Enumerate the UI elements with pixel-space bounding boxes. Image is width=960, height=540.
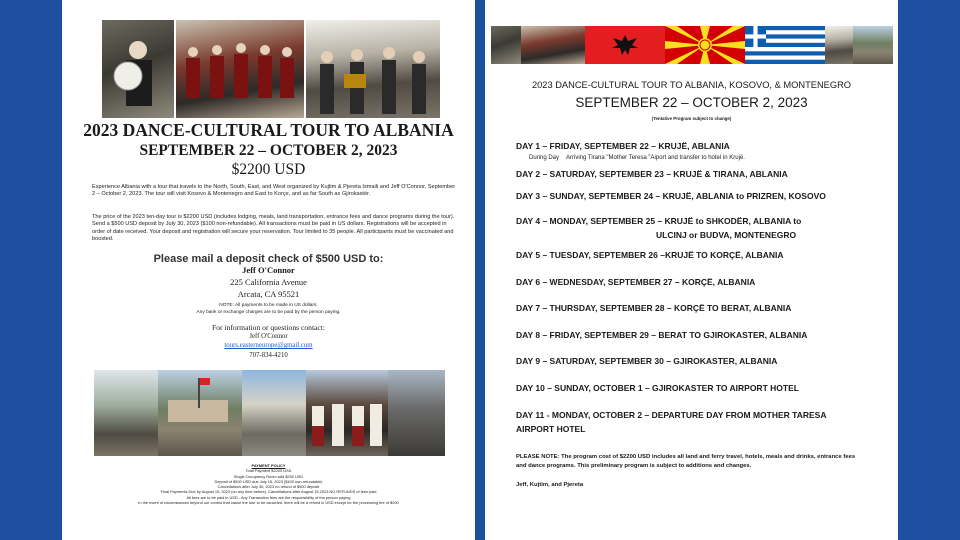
left-flyer bbox=[62, 0, 475, 540]
eagle-icon bbox=[611, 33, 639, 57]
policy-line: Final Payments Due by August 15, 2023 (on any time before). Cancellations after August 15,2023 NO REFUNDS of fees paid bbox=[160, 489, 377, 495]
payment-note-1: NOTE: All payments to be made in US dollars. bbox=[219, 303, 318, 308]
tour-price: $2200 USD bbox=[231, 161, 306, 178]
right-flyer bbox=[485, 0, 898, 540]
photo-folk-band bbox=[306, 20, 440, 118]
policy-line: Cancellations after July 30, 2023 no refund of $500 deposit bbox=[217, 484, 320, 490]
mail-city: Arcata, CA 95521 bbox=[237, 289, 300, 299]
day-item: DAY 1 – FRIDAY, SEPTEMBER 22 – KRUJË, ABLANIA bbox=[516, 141, 730, 151]
day-item: DAY 8 – FRIDAY, SEPTEMBER 29 – BERAT TO GJIROKASTER, ALBANIA bbox=[516, 330, 808, 340]
mail-name: Jeff O'Connor bbox=[242, 265, 295, 275]
day-item: DAY 9 – SATURDAY, SEPTEMBER 30 – GJIROKASTER, ALBANIA bbox=[516, 356, 778, 366]
contact-email-link[interactable]: tours.easterneurope@gmail.com bbox=[224, 342, 313, 349]
mail-heading: Please mail a deposit check of $500 USD to: bbox=[153, 253, 384, 265]
photo-tourists bbox=[242, 370, 306, 456]
signature: Jeff, Kujtim, and Pjereta bbox=[516, 482, 584, 488]
day-item: DAY 11 - MONDAY, OCTOBER 2 – DEPARTURE DAY FROM MOTHER TARESA bbox=[516, 410, 827, 420]
policy-line: All fees are to be paid in USD - Any Transaction fees are the responsibility of the person paying bbox=[186, 494, 351, 500]
price-paragraph: The price of the 2023 ten-day tour is $2200 USD (includes lodging, meals, land transportation, entrance fees and dance programs during the tour). Send a $500 USD deposit by July 30, 2023 ($100 non-refundable). All transactions must be paid in US dollars. Registrations will be accepted in order of date received. Your deposit and registration will secure your reservation. Tour limited to 35 people. All participants must be vaccinated and boosted. bbox=[92, 214, 455, 243]
policy-line: Single Occupancy Room add $250 USD bbox=[233, 473, 304, 479]
photo-group-dancers bbox=[306, 370, 388, 456]
itinerary-dates: SEPTEMBER 22 – OCTOBER 2, 2023 bbox=[575, 95, 808, 110]
policy-line: Deposit of $500 USD due July 15, 2023 ($100 non-refundable) bbox=[214, 478, 323, 484]
photo-city-square bbox=[158, 370, 242, 456]
tour-title: 2023 DANCE-CULTURAL TOUR TO ALBANIA bbox=[83, 120, 454, 140]
contact-name: Jeff O'Connor bbox=[249, 333, 288, 340]
albania-flag bbox=[585, 26, 665, 64]
day-item: DAY 4 – MONDAY, SEPTEMBER 25 – KRUJË to SHKODËR, ALBANIA to bbox=[516, 216, 802, 226]
day-item: DAY 5 – TUESDAY, SEPTEMBER 26 –KRUJË TO KORÇË, ALBANIA bbox=[516, 250, 784, 260]
photo-town-view bbox=[94, 370, 158, 456]
day-item: DAY 10 – SUNDAY, OCTOBER 1 – GJIROKASTER TO AIRPORT HOTEL bbox=[516, 383, 799, 393]
photo-dancers bbox=[176, 20, 304, 118]
tour-dates: SEPTEMBER 22 – OCTOBER 2, 2023 bbox=[139, 142, 398, 159]
photo-strip-left-1 bbox=[491, 26, 521, 64]
photo-strip-left-2 bbox=[521, 26, 585, 64]
day-item: DAY 2 – SATURDAY, SEPTEMBER 23 – KRUJË & TIRANA, ABLANIA bbox=[516, 169, 788, 179]
day1-sub-text: Arriving Tirana "Mother Teresa "Aiport and transfer to hotel in Krujë. bbox=[566, 155, 745, 161]
contact-heading: For information or questions contact: bbox=[211, 323, 326, 332]
mail-street: 225 California Avenue bbox=[230, 277, 307, 287]
payment-policy-title: PAYMENT POLICY bbox=[251, 463, 286, 468]
photo-castle bbox=[388, 370, 445, 456]
day-item-continued: AIRPORT HOTEL bbox=[516, 424, 586, 434]
photo-musician bbox=[102, 20, 174, 118]
greece-flag bbox=[745, 26, 825, 64]
photo-strip-right-1 bbox=[825, 26, 853, 64]
policy-line: Total Payment $2200 USD bbox=[245, 468, 292, 474]
day1-sub-label: During Day bbox=[529, 155, 560, 161]
intro-paragraph: Experience Albania with a tour that travels to the North, South, East, and West organized by Kujtim & Pjereta Ismaili and Jeff O'Connor, September 2 – October 2, 2023. The tour will visit Kosovo & Montenegro and East to Korçe, and as far South as Gjirokastër. bbox=[92, 184, 456, 198]
payment-policy bbox=[62, 463, 475, 505]
itinerary-title: 2023 DANCE-CULTURAL TOUR TO ALBANIA, KOSOVO, & MONTENEGRO bbox=[531, 80, 852, 90]
contact-phone: 707-834-4210 bbox=[249, 352, 288, 359]
please-note: PLEASE NOTE: The program cost of $2200 USD includes all land and ferry travel, hotels, meals and drinks, entrance fees and dance programs. This preliminary program is subject to additions and changes. bbox=[516, 454, 856, 469]
day-item: DAY 6 – WEDNESDAY, SEPTEMBER 27 – KORÇË, ALBANIA bbox=[516, 277, 756, 287]
north-macedonia-flag bbox=[665, 26, 745, 64]
day-item: DAY 7 – THURSDAY, SEPTEMBER 28 – KORÇË TO BERAT, ALBANIA bbox=[516, 303, 792, 313]
policy-line: In the event of circumstances beyond our control that cause the tour to be canceled, there will be a refund in USD except for the processing fee of $200 bbox=[138, 500, 399, 506]
itinerary-subnote: (Tentative Program subject to change) bbox=[651, 116, 732, 121]
photo-strip-right-2 bbox=[853, 26, 893, 64]
day-item-continued: ULCINJ or BUDVA, MONTENEGRO bbox=[656, 230, 797, 240]
payment-note-2: Any bank or exchange charges are to be paid by the person paying. bbox=[196, 310, 341, 315]
day-item: DAY 3 – SUNDAY, SEPTEMBER 24 – KRUJË, ABLANIA to PRIZREN, KOSOVO bbox=[516, 191, 826, 201]
